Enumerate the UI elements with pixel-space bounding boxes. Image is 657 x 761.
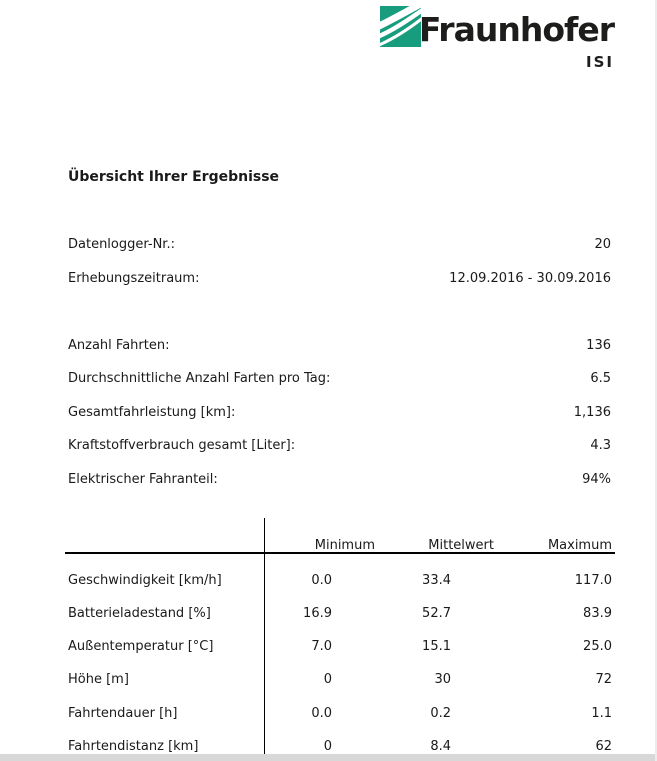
- table-row: [68, 672, 612, 688]
- table-row: [68, 739, 612, 755]
- table-cell-mittelwert: 0.2: [430, 706, 451, 721]
- logo-brand-text: Fraunhofer: [418, 10, 614, 49]
- summary-value: 136: [586, 338, 611, 353]
- table-row: [68, 606, 612, 622]
- summary-row-datenlogger: [68, 237, 611, 253]
- table-cell-minimum: 0: [323, 739, 332, 754]
- summary-label: Anzahl Fahrten:: [68, 338, 170, 353]
- table-cell-maximum: 1.1: [591, 706, 612, 721]
- table-row: [68, 573, 612, 589]
- table-cell-minimum: 0.0: [311, 706, 332, 721]
- table-cell-mittelwert: 52.7: [422, 606, 451, 621]
- table-cell-minimum: 16.9: [303, 606, 332, 621]
- table-header-minimum: Minimum: [314, 538, 375, 553]
- table-header-maximum: Maximum: [547, 538, 612, 553]
- table-cell-maximum: 62: [595, 739, 612, 754]
- summary-value: 6.5: [590, 371, 611, 386]
- table-row: [68, 706, 612, 722]
- table-cell-minimum: 0: [323, 672, 332, 687]
- summary-label: Kraftstoffverbrauch gesamt [Liter]:: [68, 438, 296, 453]
- summary-label: Gesamtfahrleistung [km]:: [68, 405, 236, 420]
- summary-row-fahrten-pro-tag: [68, 371, 611, 387]
- summary-row-gesamtfahrleistung: [68, 405, 611, 421]
- summary-label: Datenlogger-Nr.:: [68, 237, 175, 252]
- table-row-label: Geschwindigkeit [km/h]: [68, 573, 222, 588]
- table-row-label: Höhe [m]: [68, 672, 129, 687]
- table-row-label: Fahrtendistanz [km]: [68, 739, 199, 754]
- table-cell-mittelwert: 8.4: [430, 739, 451, 754]
- fraunhofer-logo: [380, 6, 421, 47]
- summary-row-anzahl-fahrten: [68, 338, 611, 354]
- summary-value: 20: [594, 237, 611, 252]
- fraunhofer-logo-icon: [380, 6, 421, 47]
- table-row-label: Fahrtendauer [h]: [68, 706, 178, 721]
- summary-value: 1,136: [573, 405, 611, 420]
- logo-sub-text: ISI: [586, 53, 614, 71]
- table-row: [68, 639, 612, 655]
- table-cell-mittelwert: 30: [434, 672, 451, 687]
- summary-label: Elektrischer Fahranteil:: [68, 472, 218, 487]
- table-row-label: Batterieladestand [%]: [68, 606, 211, 621]
- summary-row-kraftstoffverbrauch: [68, 438, 611, 454]
- table-cell-maximum: 25.0: [583, 639, 612, 654]
- table-row-label: Außentemperatur [°C]: [68, 639, 214, 654]
- summary-row-elektrischer-fahranteil: [68, 472, 611, 488]
- table-cell-minimum: 7.0: [311, 639, 332, 654]
- table-cell-minimum: 0.0: [311, 573, 332, 588]
- summary-value: 12.09.2016 - 30.09.2016: [449, 271, 611, 286]
- summary-label: Erhebungszeitraum:: [68, 271, 200, 286]
- table-cell-mittelwert: 15.1: [422, 639, 451, 654]
- summary-value: 94%: [582, 472, 611, 487]
- table-cell-maximum: 72: [595, 672, 612, 687]
- page-title: Übersicht Ihrer Ergebnisse: [68, 169, 280, 185]
- table-cell-mittelwert: 33.4: [422, 573, 451, 588]
- summary-row-erhebungszeitraum: [68, 271, 611, 287]
- summary-value: 4.3: [590, 438, 611, 453]
- table-cell-maximum: 83.9: [583, 606, 612, 621]
- window-bottom-edge: [0, 754, 655, 761]
- table-header-mittelwert: Mittelwert: [428, 538, 494, 553]
- table-cell-maximum: 117.0: [574, 573, 612, 588]
- summary-label: Durchschnittliche Anzahl Farten pro Tag:: [68, 371, 331, 386]
